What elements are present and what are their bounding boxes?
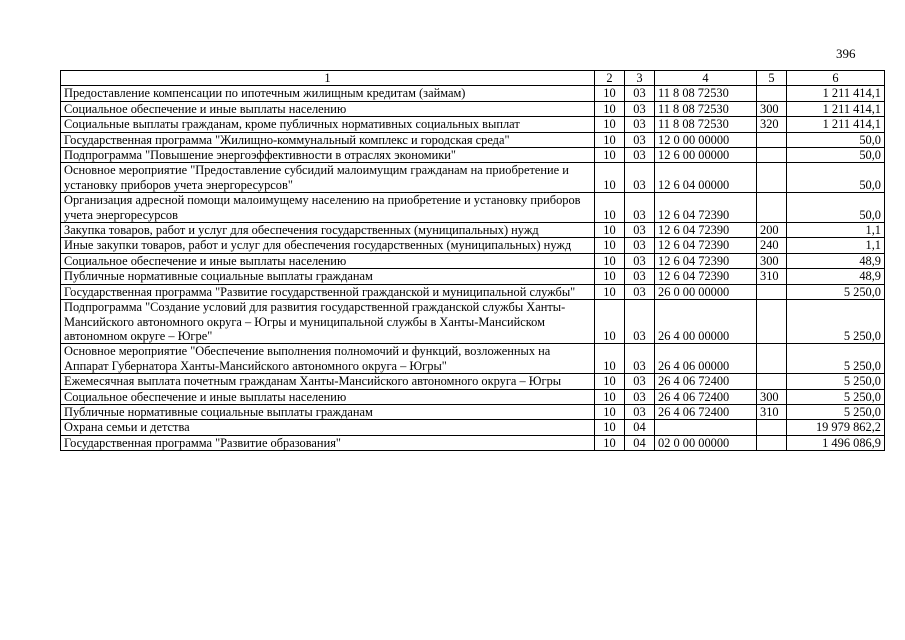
row-subsection: 03 bbox=[625, 223, 655, 238]
table-row bbox=[61, 148, 885, 163]
row-amount: 5 250,0 bbox=[787, 344, 885, 374]
row-amount: 5 250,0 bbox=[787, 374, 885, 389]
row-target-code: 12 6 04 72390 bbox=[655, 269, 757, 284]
row-subsection: 04 bbox=[625, 420, 655, 435]
row-target-code: 26 0 00 00000 bbox=[655, 284, 757, 299]
row-name: Ежемесячная выплата почетным гражданам Ханты-Мансийского автономного округа – Югры bbox=[61, 374, 595, 389]
row-name: Предоставление компенсации по ипотечным жилищным кредитам (займам) bbox=[61, 86, 595, 101]
row-name: Социальное обеспечение и иные выплаты населению bbox=[61, 389, 595, 404]
table-row bbox=[61, 223, 885, 238]
row-name: Иные закупки товаров, работ и услуг для обеспечения государственных (муниципальных) нужд bbox=[61, 238, 595, 253]
row-target-code: 12 0 00 00000 bbox=[655, 132, 757, 147]
row-section: 10 bbox=[595, 300, 625, 344]
row-amount: 1,1 bbox=[787, 223, 885, 238]
row-name: Организация адресной помощи малоимущему населению на приобретение и установку приборов учета энергоресурсов bbox=[61, 193, 595, 223]
row-target-code: 12 6 04 72390 bbox=[655, 253, 757, 268]
table-row bbox=[61, 238, 885, 253]
row-amount: 48,9 bbox=[787, 269, 885, 284]
row-section: 10 bbox=[595, 148, 625, 163]
row-subsection: 03 bbox=[625, 86, 655, 101]
row-subsection: 03 bbox=[625, 300, 655, 344]
row-target-code: 26 4 06 72400 bbox=[655, 404, 757, 419]
row-target-code bbox=[655, 420, 757, 435]
header-col-target: 4 bbox=[655, 71, 757, 86]
row-subsection: 03 bbox=[625, 374, 655, 389]
header-col-section: 2 bbox=[595, 71, 625, 86]
row-section: 10 bbox=[595, 404, 625, 419]
row-amount: 50,0 bbox=[787, 163, 885, 193]
row-subsection: 03 bbox=[625, 193, 655, 223]
header-col-expense-type: 5 bbox=[757, 71, 787, 86]
row-target-code: 11 8 08 72530 bbox=[655, 86, 757, 101]
row-expense-type: 300 bbox=[757, 253, 787, 268]
table-row bbox=[61, 420, 885, 435]
row-amount: 1 496 086,9 bbox=[787, 435, 885, 450]
row-expense-type: 310 bbox=[757, 269, 787, 284]
row-name: Основное мероприятие "Предоставление субсидий малоимущим гражданам на приобретение и установку приборов учета энергоресурсов" bbox=[61, 163, 595, 193]
header-col-name: 1 bbox=[61, 71, 595, 86]
table-header-row bbox=[61, 71, 885, 86]
table-row bbox=[61, 132, 885, 147]
table-row bbox=[61, 284, 885, 299]
row-amount: 48,9 bbox=[787, 253, 885, 268]
row-amount: 1,1 bbox=[787, 238, 885, 253]
row-expense-type bbox=[757, 435, 787, 450]
row-section: 10 bbox=[595, 86, 625, 101]
row-amount: 1 211 414,1 bbox=[787, 101, 885, 116]
row-name: Публичные нормативные социальные выплаты гражданам bbox=[61, 404, 595, 419]
row-target-code: 26 4 06 00000 bbox=[655, 344, 757, 374]
row-section: 10 bbox=[595, 435, 625, 450]
table-row bbox=[61, 344, 885, 374]
row-target-code: 12 6 00 00000 bbox=[655, 148, 757, 163]
row-section: 10 bbox=[595, 253, 625, 268]
row-target-code: 11 8 08 72530 bbox=[655, 101, 757, 116]
row-target-code: 11 8 08 72530 bbox=[655, 117, 757, 132]
row-expense-type bbox=[757, 163, 787, 193]
row-expense-type: 300 bbox=[757, 389, 787, 404]
row-subsection: 03 bbox=[625, 269, 655, 284]
row-section: 10 bbox=[595, 223, 625, 238]
row-target-code: 12 6 04 72390 bbox=[655, 238, 757, 253]
row-amount: 1 211 414,1 bbox=[787, 117, 885, 132]
row-section: 10 bbox=[595, 101, 625, 116]
row-amount: 5 250,0 bbox=[787, 300, 885, 344]
row-subsection: 03 bbox=[625, 117, 655, 132]
row-amount: 50,0 bbox=[787, 132, 885, 147]
row-section: 10 bbox=[595, 284, 625, 299]
row-name: Закупка товаров, работ и услуг для обеспечения государственных (муниципальных) нужд bbox=[61, 223, 595, 238]
row-name: Основное мероприятие "Обеспечение выполнения полномочий и функций, возложенных на Аппарат Губернатора Ханты-Мансийского автономного округа – Югры" bbox=[61, 344, 595, 374]
row-subsection: 03 bbox=[625, 284, 655, 299]
header-col-amount: 6 bbox=[787, 71, 885, 86]
row-subsection: 03 bbox=[625, 404, 655, 419]
page-number: 396 bbox=[836, 46, 856, 61]
table-row bbox=[61, 86, 885, 101]
row-subsection: 03 bbox=[625, 238, 655, 253]
budget-table bbox=[60, 70, 885, 451]
row-subsection: 03 bbox=[625, 101, 655, 116]
row-target-code: 02 0 00 00000 bbox=[655, 435, 757, 450]
table-row bbox=[61, 374, 885, 389]
row-expense-type bbox=[757, 132, 787, 147]
row-subsection: 03 bbox=[625, 389, 655, 404]
row-section: 10 bbox=[595, 374, 625, 389]
row-target-code: 12 6 04 72390 bbox=[655, 223, 757, 238]
table-row bbox=[61, 404, 885, 419]
header-col-subsection: 3 bbox=[625, 71, 655, 86]
row-expense-type: 200 bbox=[757, 223, 787, 238]
row-section: 10 bbox=[595, 117, 625, 132]
row-subsection: 03 bbox=[625, 132, 655, 147]
row-section: 10 bbox=[595, 389, 625, 404]
row-section: 10 bbox=[595, 269, 625, 284]
row-amount: 19 979 862,2 bbox=[787, 420, 885, 435]
row-expense-type: 300 bbox=[757, 101, 787, 116]
row-expense-type: 310 bbox=[757, 404, 787, 419]
row-amount: 5 250,0 bbox=[787, 404, 885, 419]
row-expense-type: 320 bbox=[757, 117, 787, 132]
row-expense-type bbox=[757, 86, 787, 101]
row-subsection: 03 bbox=[625, 148, 655, 163]
table-row bbox=[61, 117, 885, 132]
row-expense-type bbox=[757, 344, 787, 374]
row-target-code: 26 4 06 72400 bbox=[655, 389, 757, 404]
row-name: Государственная программа "Жилищно-коммунальный комплекс и городская среда" bbox=[61, 132, 595, 147]
row-amount: 50,0 bbox=[787, 148, 885, 163]
row-section: 10 bbox=[595, 420, 625, 435]
row-name: Подпрограмма "Создание условий для развития государственной гражданской службы Ханты-Мансийского автономного округа – Югры и муниципальной службы в Ханты-Мансийском автономном округе – Югре" bbox=[61, 300, 595, 344]
row-expense-type bbox=[757, 300, 787, 344]
row-expense-type bbox=[757, 284, 787, 299]
row-name: Подпрограмма "Повышение энергоэффективности в отраслях экономики" bbox=[61, 148, 595, 163]
table-row bbox=[61, 300, 885, 344]
row-name: Государственная программа "Развитие образования" bbox=[61, 435, 595, 450]
row-name: Социальные выплаты гражданам, кроме публичных нормативных социальных выплат bbox=[61, 117, 595, 132]
row-subsection: 03 bbox=[625, 344, 655, 374]
row-target-code: 12 6 04 72390 bbox=[655, 193, 757, 223]
row-section: 10 bbox=[595, 132, 625, 147]
row-name: Охрана семьи и детства bbox=[61, 420, 595, 435]
table-row bbox=[61, 435, 885, 450]
row-section: 10 bbox=[595, 238, 625, 253]
row-target-code: 26 4 00 00000 bbox=[655, 300, 757, 344]
table-row bbox=[61, 253, 885, 268]
row-section: 10 bbox=[595, 344, 625, 374]
row-expense-type bbox=[757, 420, 787, 435]
row-name: Публичные нормативные социальные выплаты гражданам bbox=[61, 269, 595, 284]
row-target-code: 26 4 06 72400 bbox=[655, 374, 757, 389]
row-subsection: 03 bbox=[625, 163, 655, 193]
row-expense-type bbox=[757, 148, 787, 163]
row-target-code: 12 6 04 00000 bbox=[655, 163, 757, 193]
row-amount: 50,0 bbox=[787, 193, 885, 223]
row-name: Социальное обеспечение и иные выплаты населению bbox=[61, 101, 595, 116]
row-subsection: 03 bbox=[625, 253, 655, 268]
row-expense-type: 240 bbox=[757, 238, 787, 253]
row-name: Государственная программа "Развитие государственной гражданской и муниципальной службы" bbox=[61, 284, 595, 299]
row-subsection: 04 bbox=[625, 435, 655, 450]
row-expense-type bbox=[757, 374, 787, 389]
row-amount: 1 211 414,1 bbox=[787, 86, 885, 101]
row-expense-type bbox=[757, 193, 787, 223]
row-amount: 5 250,0 bbox=[787, 284, 885, 299]
table-row bbox=[61, 389, 885, 404]
row-section: 10 bbox=[595, 193, 625, 223]
row-name: Социальное обеспечение и иные выплаты населению bbox=[61, 253, 595, 268]
table-row bbox=[61, 193, 885, 223]
table-row bbox=[61, 163, 885, 193]
row-amount: 5 250,0 bbox=[787, 389, 885, 404]
row-section: 10 bbox=[595, 163, 625, 193]
table-row bbox=[61, 269, 885, 284]
table-row bbox=[61, 101, 885, 116]
